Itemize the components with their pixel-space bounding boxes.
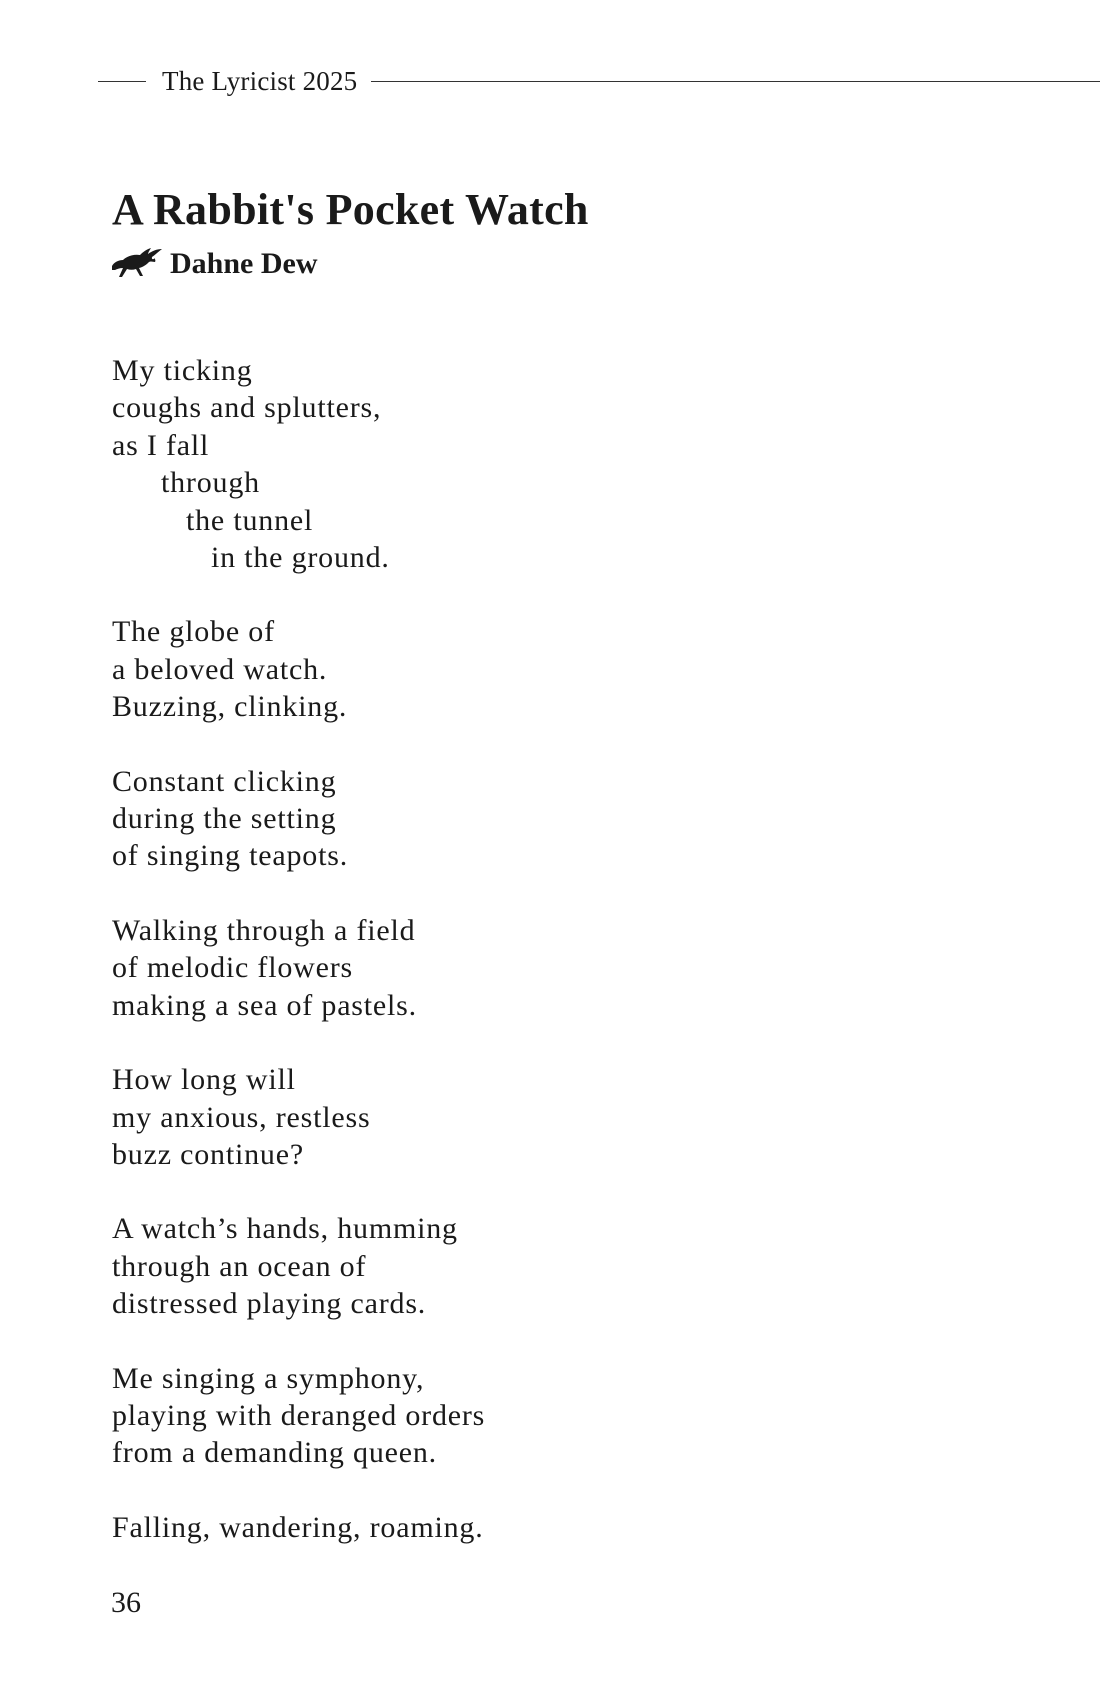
poem-title: A Rabbit's Pocket Watch [112,185,589,234]
poem-line: my anxious, restless [112,1100,371,1134]
poem-line: Buzzing, clinking. [112,690,348,724]
poem-line: in the ground. [211,541,390,575]
poem-line: of melodic flowers [112,951,353,985]
poem-line: My ticking [112,354,253,387]
poem-line: coughs and splutters, [112,391,382,425]
poem-line: Me singing a symphony, [112,1361,425,1395]
stanza [112,352,1012,576]
stanza [112,613,1012,725]
poem-line: as I fall [112,428,210,462]
stanza [112,1061,1012,1173]
stanza [112,1509,1012,1546]
stanza [112,1360,1012,1472]
poem-line: buzz continue? [112,1137,304,1171]
author-name: Dahne Dew [170,247,318,280]
author-byline [110,246,318,282]
poem-line: The globe of [112,615,275,649]
poem-line: distressed playing cards. [112,1287,427,1321]
poem-line: Constant clicking [112,764,337,798]
poem-line: during the setting [112,802,337,836]
poem-body [112,352,1012,1583]
poem-line: Walking through a field [112,913,416,947]
poem-line: a beloved watch. [112,652,328,686]
poem-line: from a demanding queen. [112,1436,437,1470]
poem-line: A watch’s hands, humming [112,1212,458,1246]
header-rule-right [371,81,1100,82]
header-rule-left [98,81,146,82]
stanza [112,912,1012,1024]
running-header [98,66,1100,96]
stanza [112,1210,1012,1322]
publication-title: The Lyricist 2025 [162,65,358,96]
poem-line: playing with deranged orders [112,1398,486,1432]
stanza [112,763,1012,875]
poem-line: through an ocean of [112,1249,367,1283]
poem-line: of singing teapots. [112,839,349,873]
poem-line: making a sea of pastels. [112,988,417,1022]
rabbit-icon [110,246,166,282]
poem-line: Falling, wandering, roaming. [112,1510,484,1544]
page-number: 36 [111,1586,141,1619]
poem-line: How long will [112,1063,296,1097]
poem-line: through [161,466,260,500]
poem-line: the tunnel [186,503,314,537]
